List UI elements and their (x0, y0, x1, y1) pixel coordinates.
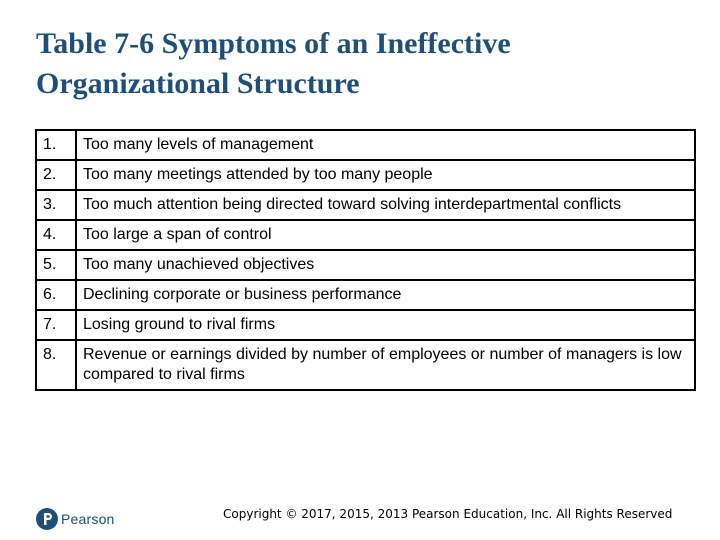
row-text: Too many unachieved objectives (76, 250, 695, 280)
symptoms-table (35, 129, 696, 391)
row-text: Too much attention being directed toward solving interdepartmental conflicts (76, 190, 695, 220)
copyright-notice: Copyright © 2017, 2015, 2013 Pearson Education, Inc. All Rights Reserved (223, 507, 673, 521)
table-row (36, 250, 695, 280)
row-number: 8. (36, 340, 76, 390)
row-number: 7. (36, 310, 76, 340)
row-text: Declining corporate or business performance (76, 280, 695, 310)
row-text: Losing ground to rival firms (76, 310, 695, 340)
row-number: 6. (36, 280, 76, 310)
table-row (36, 340, 695, 390)
page-title: Table 7-6 Symptoms of an Ineffective Organizational Structure (36, 27, 511, 100)
table-row (36, 160, 695, 190)
table-row (36, 220, 695, 250)
pearson-logo-text: Pearson (61, 511, 115, 527)
row-text: Too many levels of management (76, 130, 695, 160)
row-text: Too many meetings attended by too many people (76, 160, 695, 190)
pearson-p-icon (36, 508, 58, 530)
pearson-logo (36, 506, 115, 532)
table-row (36, 190, 695, 220)
row-number: 5. (36, 250, 76, 280)
row-number: 1. (36, 130, 76, 160)
row-text: Too large a span of control (76, 220, 695, 250)
row-number: 2. (36, 160, 76, 190)
row-number: 3. (36, 190, 76, 220)
table-row (36, 280, 695, 310)
table-row (36, 130, 695, 160)
row-text: Revenue or earnings divided by number of employees or number of managers is low compared to rival firms (76, 340, 695, 390)
table-row (36, 310, 695, 340)
row-number: 4. (36, 220, 76, 250)
